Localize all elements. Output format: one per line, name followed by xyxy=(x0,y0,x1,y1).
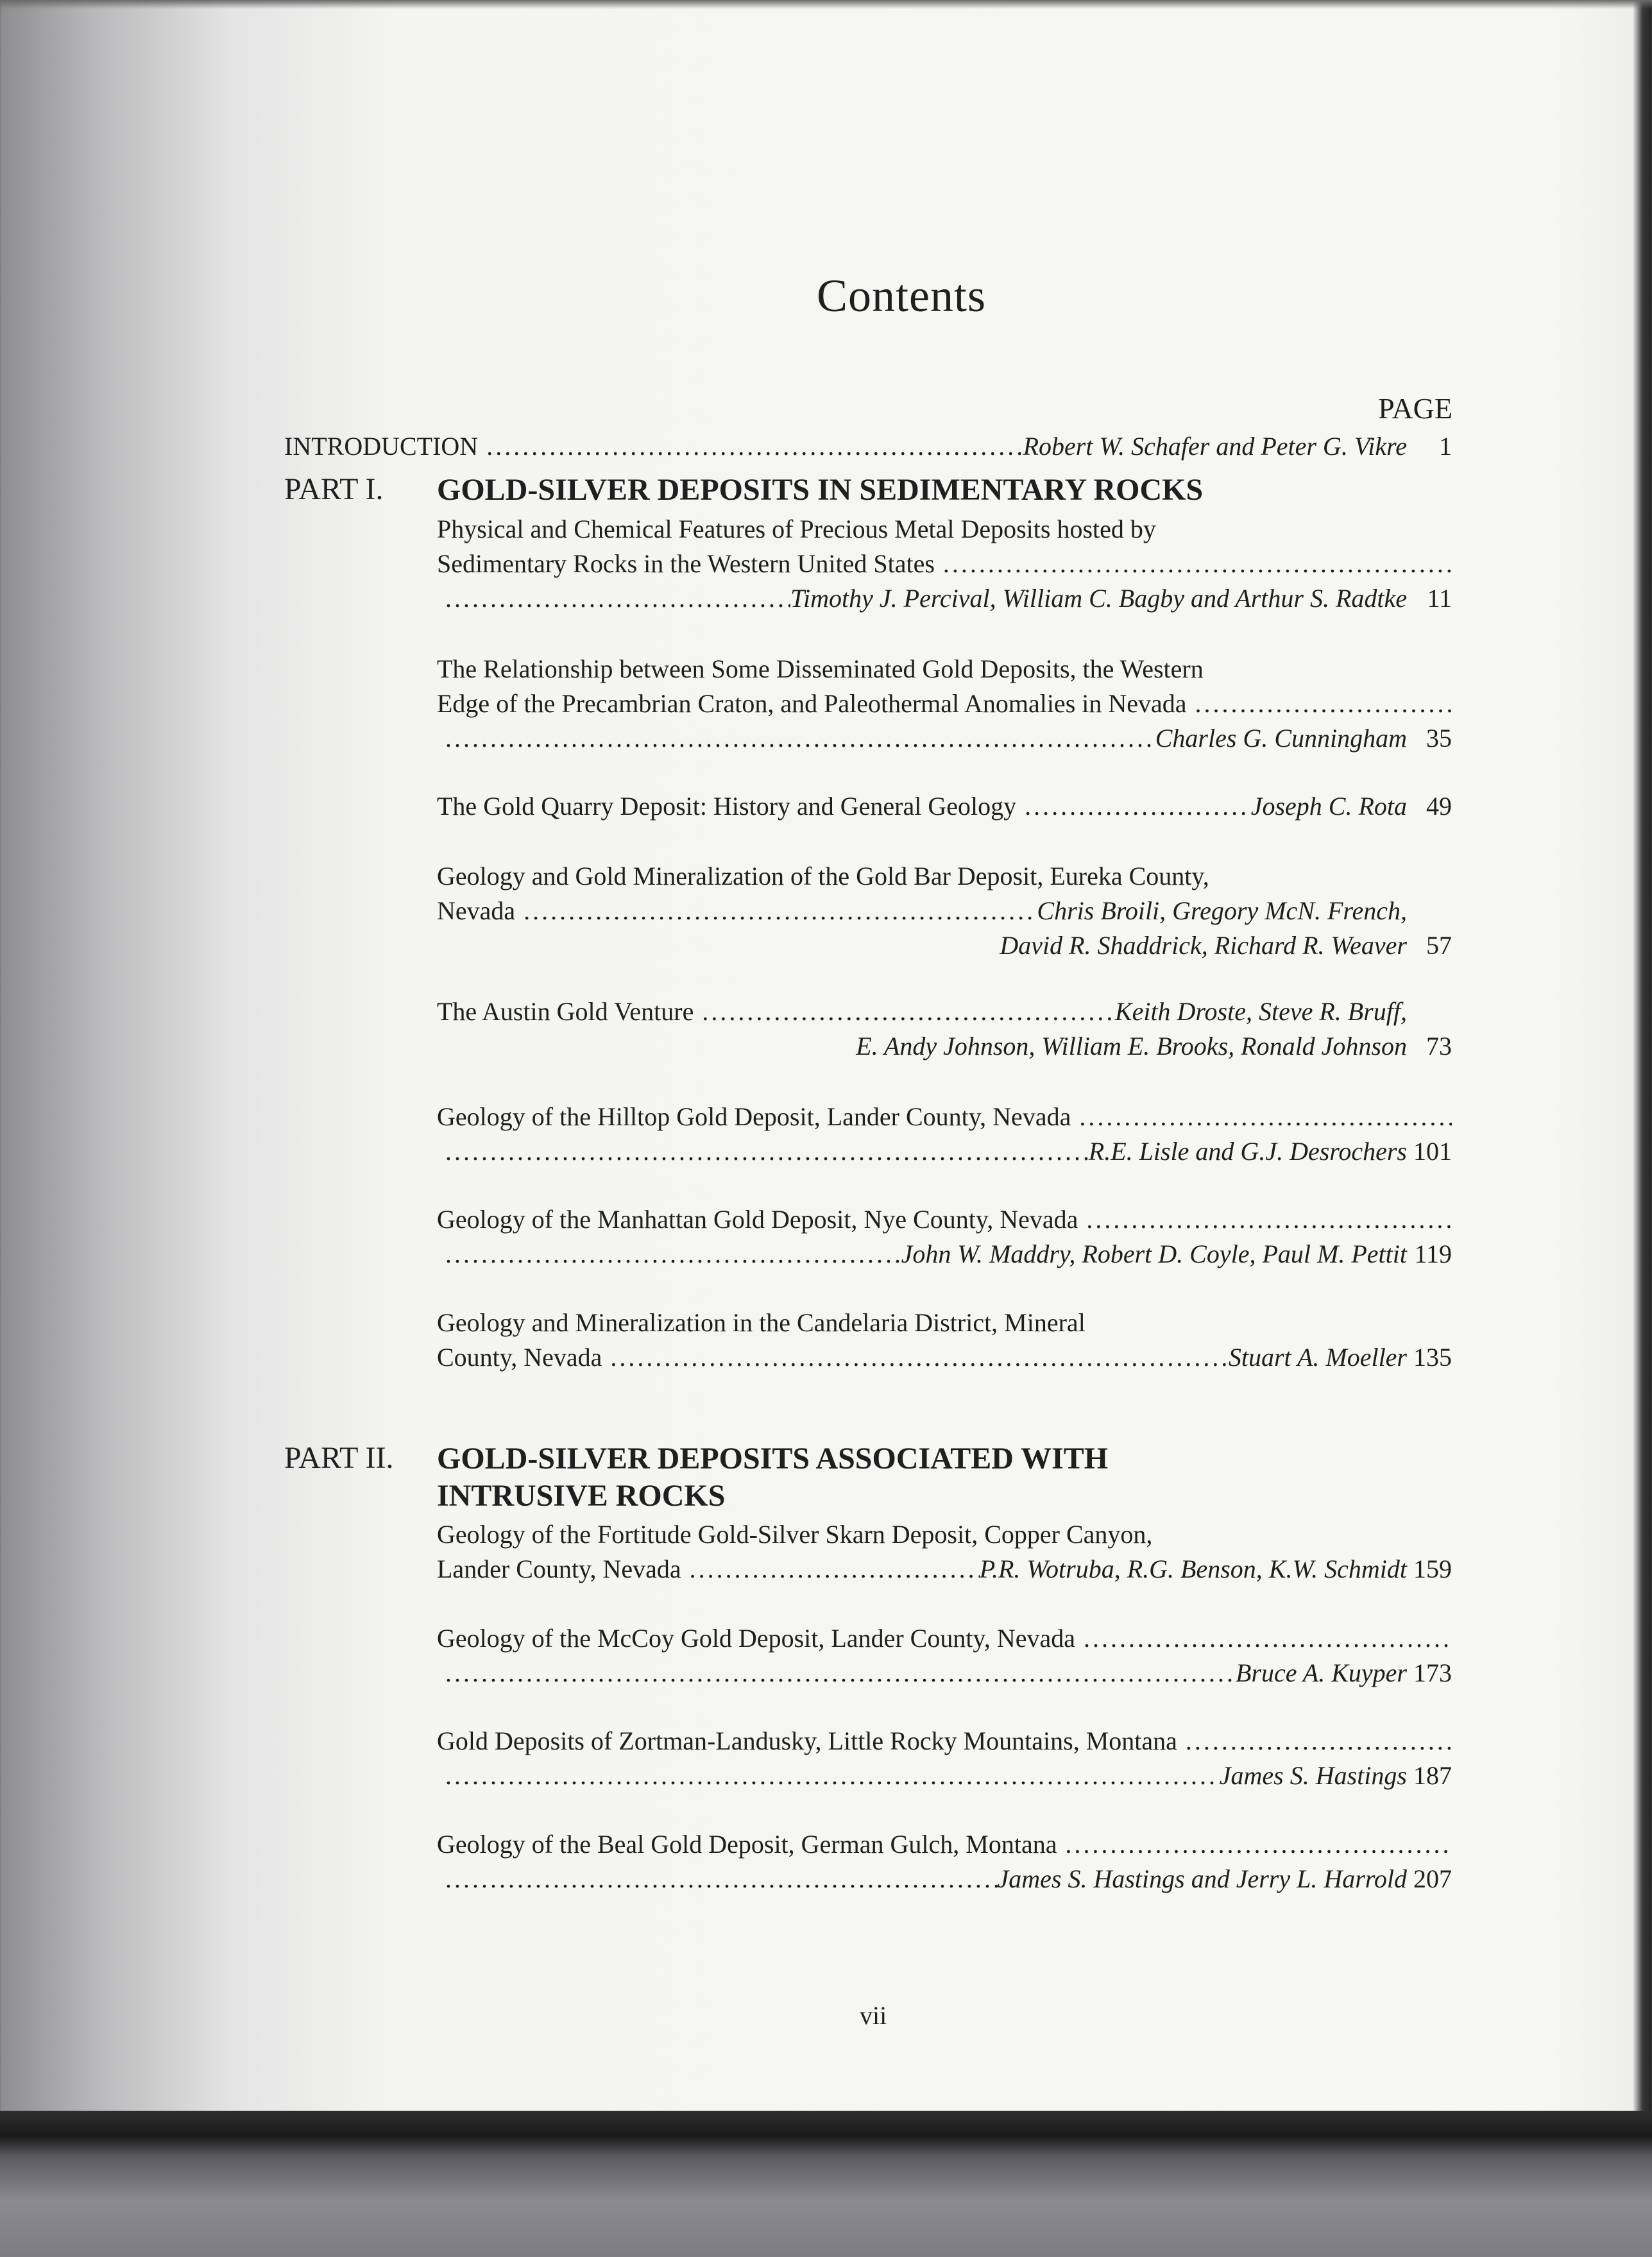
page-column-header: PAGE xyxy=(1378,392,1452,425)
entry-authors: Keith Droste, Steve R. Bruff, xyxy=(1114,997,1407,1026)
entry-author-line: The Gold Quarry Deposit: History and General Geology . . . Joseph C. Rota 49 xyxy=(437,789,1452,824)
leader-dots xyxy=(681,1552,980,1587)
leader-dots xyxy=(602,1340,1229,1375)
entry-authors: James S. Hastings and Jerry L. Harrold xyxy=(997,1864,1407,1893)
leader-dots xyxy=(935,547,1452,581)
entry-author-line: Nevada . . . Chris Broili, Gregory McN. French, xyxy=(437,894,1452,928)
leader-dots xyxy=(1078,1202,1452,1237)
toc-entry xyxy=(437,1306,1452,1375)
introduction-page: 1 xyxy=(1439,432,1452,461)
leader-dots xyxy=(478,429,1023,464)
entry-title-line: Geology of the Fortitude Gold-Silver Skarn Deposit, Copper Canyon, xyxy=(437,1520,1153,1549)
introduction-lead xyxy=(284,429,1023,464)
introduction-label: INTRODUCTION xyxy=(284,432,479,461)
leader-dots xyxy=(437,1134,1089,1169)
leader-dots xyxy=(1187,686,1452,721)
entry-authors: Stuart A. Moeller xyxy=(1228,1343,1407,1372)
toc-entry xyxy=(437,1724,1452,1793)
entry-authors: Joseph C. Rota xyxy=(1250,792,1407,821)
leader-dots xyxy=(437,721,1155,756)
entry-author-line xyxy=(437,1759,1452,1793)
entry-authors: John W. Maddry, Robert D. Coyle, Paul M. Pettit xyxy=(901,1239,1407,1268)
entry-title-line: Gold Deposits of Zortman-Landusky, Little Rocky Mountains, Montana . . . xyxy=(437,1724,1452,1759)
toc-entry xyxy=(437,1517,1452,1587)
entry-authors: Bruce A. Kuyper xyxy=(1236,1658,1407,1687)
entry-author-line xyxy=(437,1134,1452,1169)
entry-page: 73 xyxy=(1426,1032,1452,1060)
part-2-title: GOLD-SILVER DEPOSITS ASSOCIATED WITH INTRUSIVE ROCKS xyxy=(437,1442,1109,1513)
entry-title-line: Geology of the McCoy Gold Deposit, Lander County, Nevada . . . xyxy=(437,1621,1452,1656)
page-number-folio: vii xyxy=(860,2001,887,2030)
part-1-title: GOLD-SILVER DEPOSITS IN SEDIMENTARY ROCKS xyxy=(437,473,1204,507)
introduction-authors: Robert W. Schafer and Peter G. Vikre xyxy=(1023,432,1407,461)
entry-authors: Charles G. Cunningham xyxy=(1155,724,1407,753)
toc-entry xyxy=(437,1202,1452,1272)
toc-entry xyxy=(437,994,1452,1064)
entry-title-line: Geology and Mineralization in the Candelaria District, Mineral xyxy=(437,1308,1086,1337)
entry-page: 57 xyxy=(1426,931,1452,960)
entry-authors: Chris Broili, Gregory McN. French, xyxy=(1037,896,1407,925)
entry-author-line: The Austin Gold Venture . . . Keith Droste, Steve R. Bruff, xyxy=(437,994,1452,1029)
leader-dots xyxy=(437,1862,998,1896)
entry-page: 35 xyxy=(1426,724,1452,753)
entry-author-line: Lander County, Nevada . . . P.R. Wotruba, R.G. Benson, K.W. Schmidt 159 xyxy=(437,1552,1452,1587)
page-top-edge xyxy=(0,0,1652,9)
leader-dots xyxy=(1071,1100,1452,1134)
entry-authors: E. Andy Johnson, William E. Brooks, Ronald Johnson xyxy=(856,1032,1407,1060)
entry-author-line xyxy=(437,581,1452,616)
part-1-label: PART I. xyxy=(284,472,384,506)
entry-author-line: County, Nevada . . . Stuart A. Moeller 135 xyxy=(437,1340,1452,1375)
entry-author-line xyxy=(437,928,1452,963)
leader-dots xyxy=(1016,789,1251,824)
entry-title-line: The Relationship between Some Disseminated Gold Deposits, the Western xyxy=(437,654,1204,683)
leader-dots xyxy=(1177,1724,1452,1759)
entry-title-line: Edge of the Precambrian Craton, and Paleothermal Anomalies in Nevada . . . xyxy=(437,686,1452,721)
page-title: Contents xyxy=(816,270,986,321)
introduction-row xyxy=(284,429,1452,464)
entry-title-line: Geology of the Beal Gold Deposit, German Gulch, Montana . . . xyxy=(437,1827,1452,1862)
entry-page: 173 xyxy=(1413,1658,1452,1687)
toc-entry xyxy=(437,1827,1452,1896)
leader-dots xyxy=(694,994,1115,1029)
entry-title-line: Physical and Chemical Features of Precious Metal Deposits hosted by xyxy=(437,515,1156,543)
entry-title-line: Geology of the Hilltop Gold Deposit, Lander County, Nevada . . . xyxy=(437,1100,1452,1134)
leader-dots xyxy=(1075,1621,1452,1656)
entry-authors: David R. Shaddrick, Richard R. Weaver xyxy=(1000,931,1407,960)
entry-page: 11 xyxy=(1427,584,1452,613)
entry-page: 159 xyxy=(1413,1554,1452,1583)
entry-authors: James S. Hastings xyxy=(1219,1761,1407,1790)
entry-author-line xyxy=(437,1862,1452,1896)
entry-page: 207 xyxy=(1413,1864,1452,1893)
leader-dots xyxy=(1057,1827,1452,1862)
scanner-bottom-edge xyxy=(0,2111,1652,2257)
entry-author-line xyxy=(437,1656,1452,1691)
entry-page: 187 xyxy=(1413,1761,1452,1790)
toc-entry xyxy=(437,652,1452,756)
toc-entry xyxy=(437,1621,1452,1691)
toc-entry xyxy=(437,789,1452,824)
entry-authors: P.R. Wotruba, R.G. Benson, K.W. Schmidt xyxy=(979,1554,1407,1583)
entry-title-line: Geology and Gold Mineralization of the Gold Bar Deposit, Eureka County, xyxy=(437,862,1209,890)
leader-dots xyxy=(437,1759,1220,1793)
leader-dots xyxy=(515,894,1037,928)
entry-authors: Timothy J. Percival, William C. Bagby and Arthur S. Radtke xyxy=(790,584,1407,613)
entry-page: 49 xyxy=(1426,792,1452,821)
entry-page: 101 xyxy=(1413,1137,1452,1166)
entry-page: 119 xyxy=(1414,1239,1452,1268)
entry-page: 135 xyxy=(1413,1343,1452,1372)
entry-author-line xyxy=(437,1237,1452,1272)
part-2-label: PART II. xyxy=(284,1441,394,1475)
entry-author-line xyxy=(437,721,1452,756)
entry-author-line xyxy=(437,1029,1452,1064)
leader-dots xyxy=(437,1656,1236,1691)
leader-dots xyxy=(437,581,790,616)
entry-title-line: Geology of the Manhattan Gold Deposit, Nye County, Nevada . . . xyxy=(437,1202,1452,1237)
toc-entry xyxy=(437,512,1452,616)
entry-title-line: Sedimentary Rocks in the Western United States . . . xyxy=(437,547,1452,581)
toc-entry xyxy=(437,859,1452,963)
leader-dots xyxy=(437,1237,901,1272)
toc-entry xyxy=(437,1100,1452,1169)
entry-authors: R.E. Lisle and G.J. Desrochers xyxy=(1088,1137,1407,1166)
